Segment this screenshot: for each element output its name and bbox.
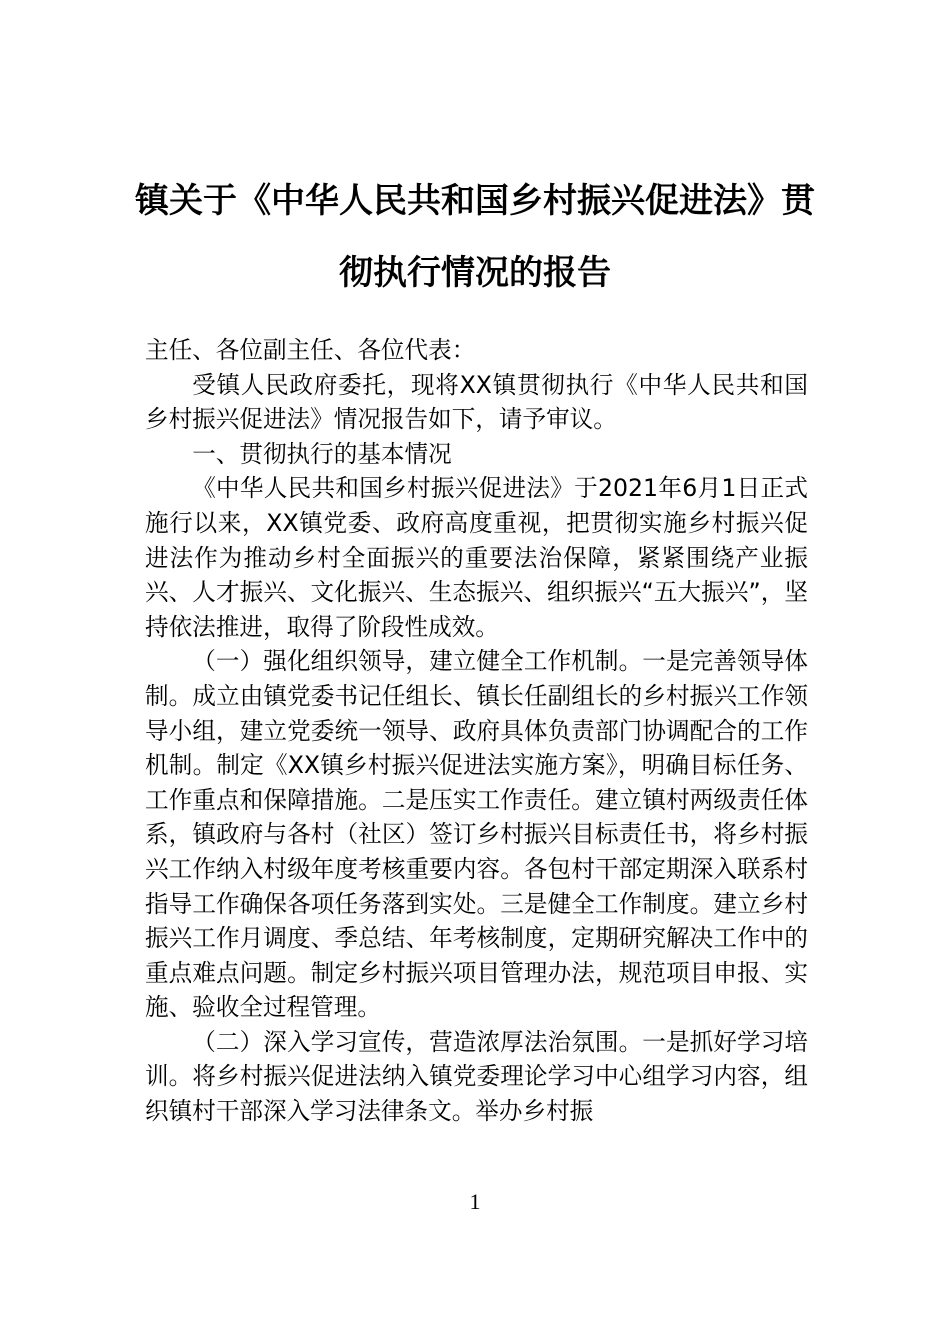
paragraph-intro: 受镇人民政府委托，现将XX镇贯彻执行《中华人民共和国乡村振兴促进法》情况报告如下，请予审议。 (145, 370, 808, 434)
paragraph-overview: 《中华人民共和国乡村振兴促进法》于2021年6月1日正式施行以来，XX镇党委、政府高度重视，把贯彻实施乡村振兴促进法作为推动乡村全面振兴的重要法治保障，紧紧围绕产业振兴、人才振兴、文化振兴、生态振兴、组织振兴“五大振兴”，坚持依法推进，取得了阶段性成效。 (145, 474, 808, 641)
paragraph-publicity: （二）深入学习宣传，营造浓厚法治氛围。一是抓好学习培训。将乡村振兴促进法纳入镇党委理论学习中心组学习内容，组织镇村干部深入学习法律条文。举办乡村振 (145, 1027, 808, 1126)
document-title: 镇关于《中华人民共和国乡村振兴促进法》贯彻执行情况的报告 (135, 181, 815, 293)
document-body (145, 333, 808, 1129)
salutation: 主任、各位副主任、各位代表： (145, 336, 476, 364)
page-number: 1 (469, 1189, 481, 1214)
section-heading: 一、贯彻执行的基本情况 (192, 439, 452, 468)
paragraph-organization: （一）强化组织领导，建立健全工作机制。一是完善领导体制。成立由镇党委书记任组长、镇长任副组长的乡村振兴工作领导小组，建立党委统一领导、政府具体负责部门协调配合的工作机制。制定《XX镇乡村振兴促进法实施方案》，明确目标任务、工作重点和保障措施。二是压实工作责任。建立镇村两级责任体系，镇政府与各村（社区）签订乡村振兴目标责任书，将乡村振兴工作纳入村级年度考核重要内容。各包村干部定期深入联系村指导工作确保各项任务落到实处。三是健全工作制度。建立乡村振兴工作月调度、季总结、年考核制度，定期研究解决工作中的重点难点问题。制定乡村振兴项目管理办法，规范项目申报、实施、验收全过程管理。 (145, 647, 808, 1022)
